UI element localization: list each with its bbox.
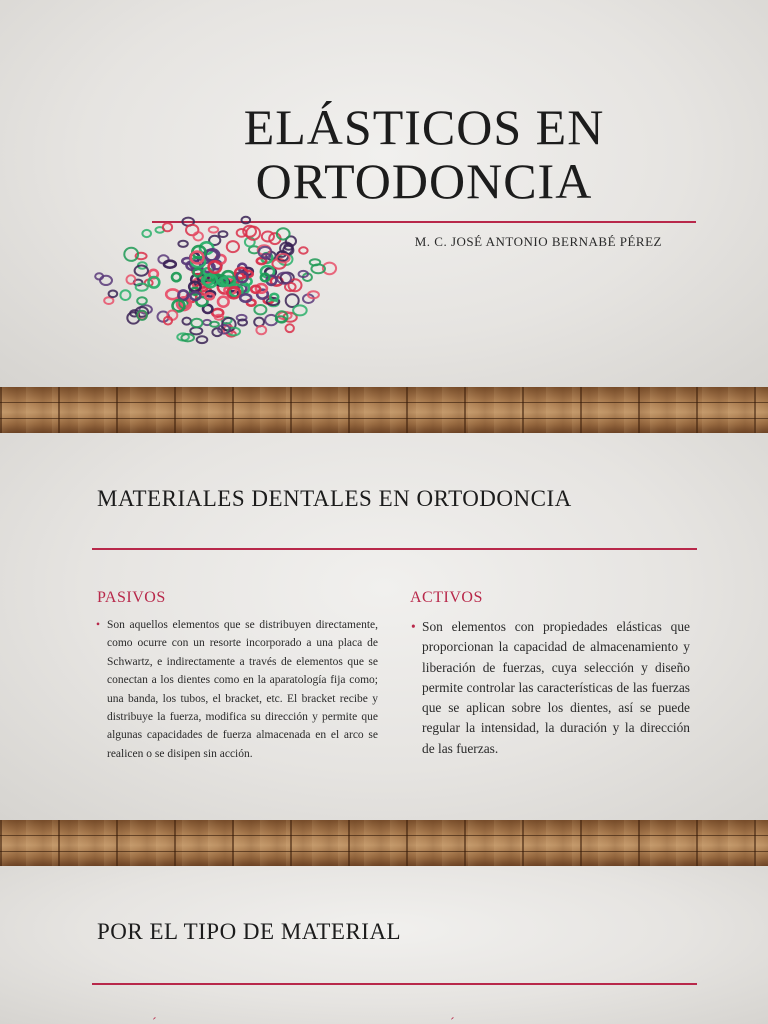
elastic-band — [299, 247, 307, 253]
elastic-band — [238, 320, 247, 326]
elastic-band — [135, 266, 148, 276]
elastic-band — [219, 231, 228, 237]
wood-floor-1 — [0, 387, 768, 433]
next-slide — [0, 866, 768, 1024]
elastic-band — [183, 318, 191, 325]
elastic-band — [127, 275, 136, 284]
slide-title-line2: ORTODONCIA — [255, 153, 593, 209]
elastic-band — [191, 319, 202, 328]
elastic-band — [163, 223, 172, 231]
pasivos-bullet — [96, 616, 378, 763]
elastic-band — [254, 305, 266, 314]
bullet-dot: • — [411, 619, 416, 634]
slide3-heading: POR EL TIPO DE MATERIAL — [97, 919, 402, 944]
activos-heading: ACTIVOS — [410, 589, 483, 606]
heading-divider — [92, 548, 697, 550]
slide3-divider — [92, 983, 697, 985]
elastic-band — [120, 290, 130, 300]
elastic-band — [286, 324, 294, 332]
elastic-band — [172, 273, 181, 281]
elastic-band — [104, 297, 113, 304]
elastic-band — [256, 326, 266, 334]
elastic-bands-image — [88, 202, 368, 372]
elastic-band — [227, 241, 239, 252]
elastic-band — [178, 241, 187, 247]
elastic-band — [186, 225, 198, 236]
wood-floor-2 — [0, 820, 768, 866]
activos-bullet — [411, 617, 690, 759]
activos-text: Son elementos con propiedades elásticas que proporcionan la capacidad de almacenamiento y liberación de fuerzas, cuya selección y diseño permite controlar las características de las fuerzas que se aplican sobre los dientes, así se puede regular la intensidad, la duración y la dirección de las fuerzas. — [422, 619, 690, 756]
elastic-band — [100, 276, 112, 285]
elastic-band — [197, 336, 208, 343]
elastic-band — [262, 232, 274, 242]
slide-heading: MATERIALES DENTALES EN ORTODONCIA — [97, 486, 572, 511]
pasivos-heading: PASIVOS — [97, 589, 166, 606]
bullet-dot: • — [96, 619, 101, 631]
elastic-band — [190, 327, 202, 334]
elastic-band — [242, 217, 251, 224]
title-slide — [0, 0, 768, 387]
partial-glyph-left: ´ — [152, 1016, 157, 1024]
elastic-band — [209, 227, 218, 233]
elastic-band — [137, 297, 147, 304]
slide-title-line1: ELÁSTICOS EN — [243, 99, 605, 155]
elastic-band — [293, 305, 307, 315]
elastic-band — [164, 261, 176, 268]
pasivos-text: Son aquellos elementos que se distribuyen directamente, como ocurre con un resorte incorporado a una placa de Schwartz, e indirectamente a través de elementos que se conectan a los dientes como en la aparatología fija como; una banda, los tubos, el bracket, etc. El bracket recibe y distribuye la fuerza, modifica su dirección y permite que algunas capacidades de fuerza almacenada en el arco se realicen o se disipen sin acción. — [107, 619, 378, 760]
elastic-band — [109, 291, 118, 298]
elastic-band — [142, 230, 151, 237]
partial-glyph-right: ´ — [450, 1016, 455, 1024]
author-name: M. C. JOSÉ ANTONIO BERNABÉ PÉREZ — [414, 234, 662, 249]
elastic-band — [218, 297, 229, 307]
elastic-band — [240, 294, 251, 301]
elastic-band — [194, 269, 202, 277]
content-slide — [0, 433, 768, 820]
